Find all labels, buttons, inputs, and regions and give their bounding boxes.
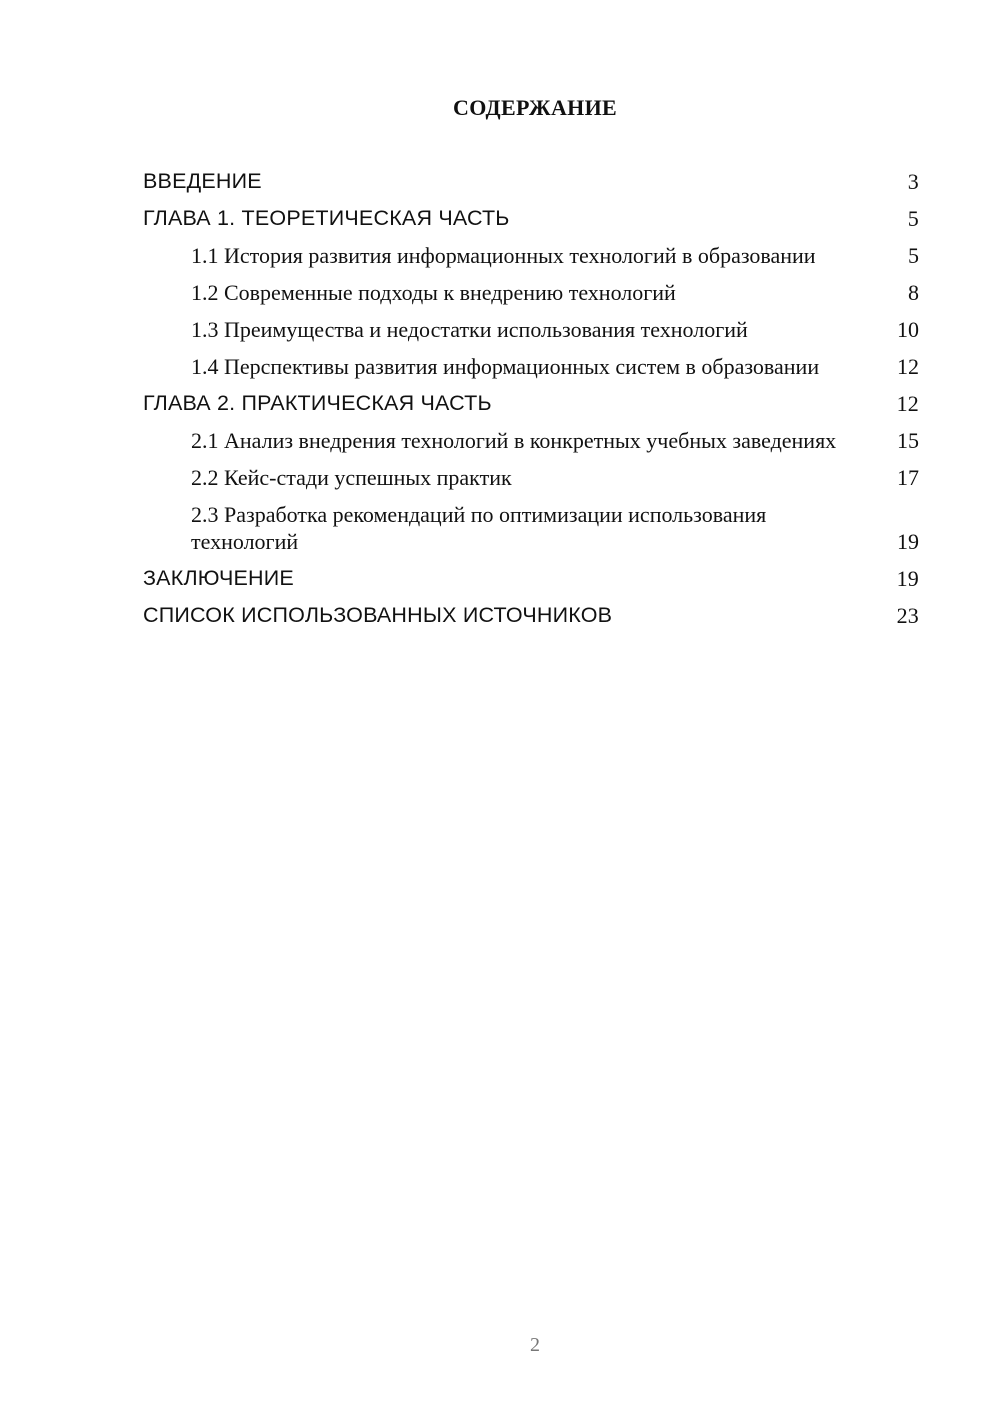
toc-title: СОДЕРЖАНИЕ bbox=[453, 95, 617, 120]
toc-entry-section-2-1[interactable] bbox=[143, 427, 919, 454]
toc-entry-text: 1.1 История развития информационных технологий в образовании bbox=[191, 243, 816, 268]
toc-entry-section-2-2[interactable] bbox=[143, 464, 919, 491]
toc-entry-page: 23 bbox=[896, 603, 919, 628]
toc-entry-text: 2.3 Разработка рекомендаций по оптимизации использования технологий bbox=[191, 502, 767, 554]
toc-entry-text: СПИСОК ИСПОЛЬЗОВАННЫХ ИСТОЧНИКОВ bbox=[143, 603, 613, 627]
toc-entry-text: 1.3 Преимущества и недостатки использования технологий bbox=[191, 317, 748, 342]
toc-entry-text: ГЛАВА 2. ПРАКТИЧЕСКАЯ ЧАСТЬ bbox=[143, 391, 492, 415]
toc-entry-section-1-3[interactable] bbox=[143, 316, 919, 343]
toc-entry-text: ВВЕДЕНИЕ bbox=[143, 169, 262, 193]
toc-entry-section-1-1[interactable] bbox=[143, 242, 919, 269]
toc-entry-page: 12 bbox=[897, 354, 919, 379]
toc-entry-conclusion[interactable] bbox=[143, 565, 919, 592]
page-number: 2 bbox=[530, 1334, 540, 1356]
toc-entry-page: 5 bbox=[908, 243, 919, 268]
toc-entry-text: 2.1 Анализ внедрения технологий в конкретных учебных заведениях bbox=[191, 428, 837, 453]
toc-entry-page: 19 bbox=[896, 566, 919, 591]
table-of-contents bbox=[143, 168, 919, 639]
toc-entry-introduction[interactable] bbox=[143, 168, 919, 195]
toc-entry-text: 2.2 Кейс-стади успешных практик bbox=[191, 465, 512, 490]
toc-entry-text: 1.2 Современные подходы к внедрению технологий bbox=[191, 280, 676, 305]
toc-entry-page: 19 bbox=[897, 529, 919, 554]
toc-entry-text: ГЛАВА 1. ТЕОРЕТИЧЕСКАЯ ЧАСТЬ bbox=[143, 206, 510, 230]
toc-entry-text: 1.4 Перспективы развития информационных систем в образовании bbox=[191, 354, 820, 379]
toc-entry-page: 17 bbox=[897, 465, 919, 490]
toc-entry-section-1-4[interactable] bbox=[143, 353, 919, 380]
toc-entry-text: ЗАКЛЮЧЕНИЕ bbox=[143, 566, 294, 590]
toc-entry-page: 3 bbox=[907, 169, 919, 194]
toc-entry-page: 15 bbox=[897, 428, 919, 453]
toc-entry-page: 8 bbox=[908, 280, 919, 305]
toc-entry-chapter-2[interactable] bbox=[143, 390, 919, 417]
toc-entry-section-2-3[interactable] bbox=[143, 501, 919, 555]
toc-entry-page: 10 bbox=[897, 317, 919, 342]
toc-entry-section-1-2[interactable] bbox=[143, 279, 919, 306]
toc-entry-page: 5 bbox=[907, 206, 919, 231]
toc-entry-references[interactable] bbox=[143, 602, 919, 629]
toc-entry-page: 12 bbox=[896, 391, 919, 416]
toc-entry-chapter-1[interactable] bbox=[143, 205, 919, 232]
